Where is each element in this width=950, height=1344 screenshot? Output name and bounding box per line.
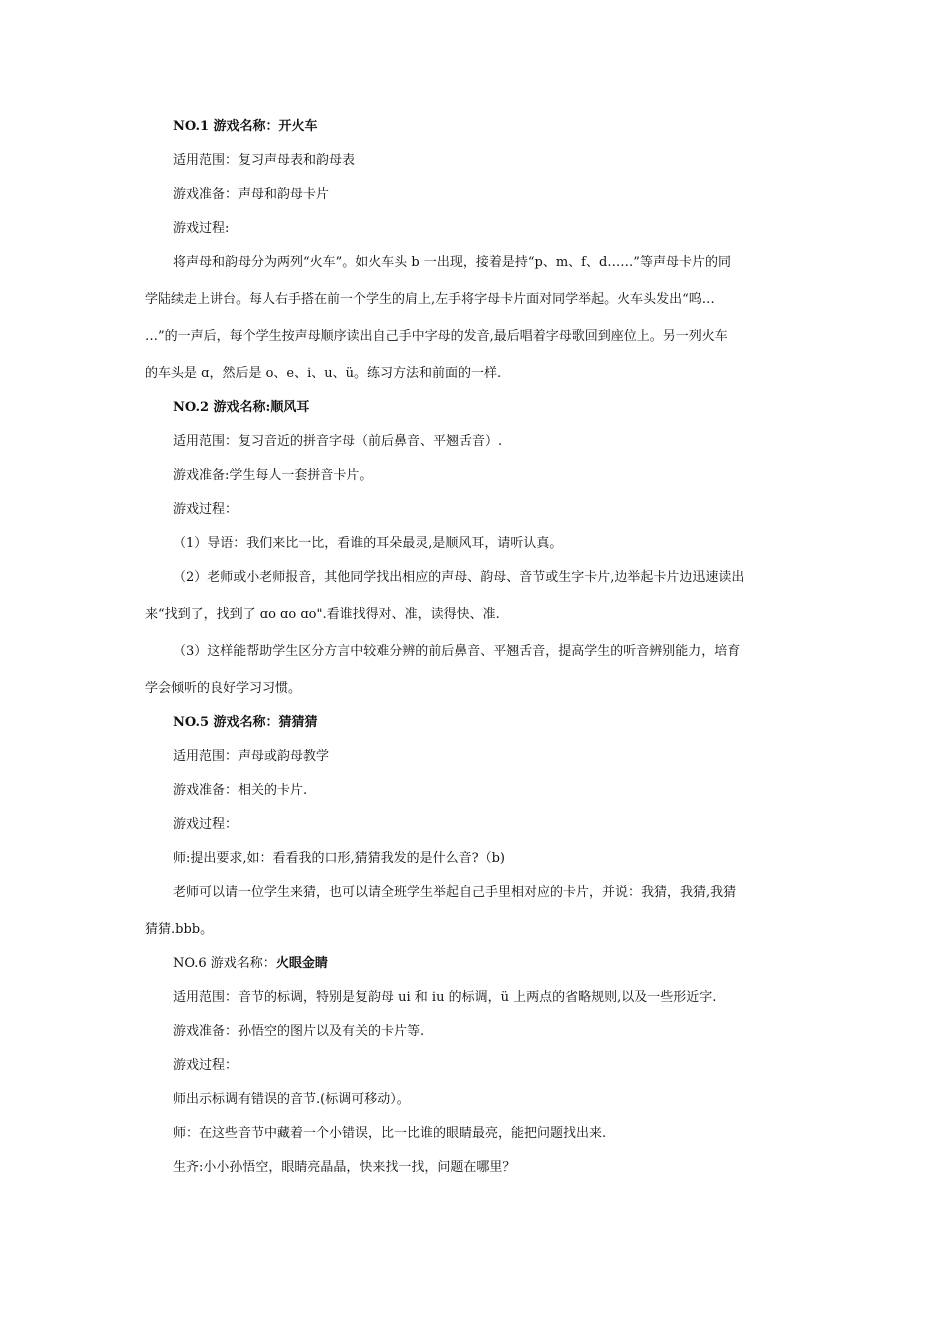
no6-prep: 游戏准备：孙悟空的图片以及有关的卡片等.: [173, 1024, 425, 1039]
no2-item-2-line-2: 来“找到了，找到了 ɑo ɑo ɑo".看谁找得对、准，读得快、准.: [145, 607, 500, 622]
no6-line-2: 师：在这些音节中藏着一个小错误，比一比谁的眼睛最亮，能把问题找出来.: [173, 1126, 607, 1141]
section-heading-no2: NO.2 游戏名称:顺风耳: [173, 400, 310, 415]
section-heading-no6: [145, 955, 810, 973]
no2-item-3-line-1: （3）这样能帮助学生区分方言中较难分辨的前后鼻音、平翘舌音，提高学生的听音辨别能力，培育: [173, 644, 741, 659]
section-heading-no1: NO.1 游戏名称：开火车: [173, 119, 318, 134]
no2-item-3-line-2: 学会倾听的良好学习习惯。: [145, 681, 302, 696]
no6-scope: 适用范围：音节的标调，特别是复韵母 ui 和 iu 的标调，ü 上两点的省略规则,以及一些形近字.: [173, 990, 717, 1005]
section-heading-no5: NO.5 游戏名称：猜猜猜: [173, 715, 318, 730]
document-page: [145, 118, 810, 1177]
no5-teacher-line: 师:提出要求,如：看看我的口形,猜猜我发的是什么音?（b): [173, 851, 506, 866]
no1-body-line-3: …”的一声后，每个学生按声母顺序读出自己手中字母的发音,最后唱着字母歌回到座位上。另一列火车: [145, 329, 728, 344]
no2-process-label: 游戏过程：: [173, 502, 239, 517]
no1-scope: 适用范围：复习声母表和韵母表: [173, 153, 356, 168]
no6-heading-title: 火眼金睛: [275, 956, 328, 971]
no5-body-line-1: 老师可以请一位学生来猜，也可以请全班学生举起自己手里相对应的卡片，并说：我猜，我猜,我猜: [173, 885, 737, 900]
no1-body-line-2: 学陆续走上讲台。每人右手搭在前一个学生的肩上,左手将字母卡片面对同学举起。火车头发出“呜…: [145, 292, 715, 307]
no6-line-3: 生齐:小小孙悟空，眼睛亮晶晶，快来找一找，问题在哪里？: [173, 1160, 516, 1175]
no6-heading-prefix: NO.6 游戏名称：: [173, 956, 276, 971]
no1-body-line-4: 的车头是 ɑ，然后是 o、e、i、u、ü。练习方法和前面的一样.: [145, 366, 502, 381]
no2-item-1: （1）导语：我们来比一比，看谁的耳朵最灵,是顺风耳，请听认真。: [173, 536, 563, 551]
no1-body-line-1: 将声母和韵母分为两列“火车”。如火车头 b 一出现，接着是持“p、m、f、d……”等声母卡片的同: [173, 255, 731, 270]
no6-line-1: 师出示标调有错误的音节.(标调可移动）。: [173, 1092, 410, 1107]
no5-body-line-2: 猜猜.bbb。: [145, 922, 214, 937]
no2-prep: 游戏准备:学生每人一套拼音卡片。: [173, 468, 373, 483]
no5-scope: 适用范围：声母或韵母教学: [173, 749, 330, 764]
no2-scope: 适用范围：复习音近的拼音字母（前后鼻音、平翘舌音）.: [173, 434, 503, 449]
no5-prep: 游戏准备：相关的卡片.: [173, 783, 308, 798]
no1-prep: 游戏准备：声母和韵母卡片: [173, 187, 330, 202]
no6-process-label: 游戏过程：: [173, 1058, 239, 1073]
no5-process-label: 游戏过程：: [173, 817, 239, 832]
no1-process-label: 游戏过程:: [173, 221, 230, 236]
no2-item-2-line-1: （2）老师或小老师报音，其他同学找出相应的声母、韵母、音节或生字卡片,边举起卡片边迅速读出: [173, 570, 745, 585]
